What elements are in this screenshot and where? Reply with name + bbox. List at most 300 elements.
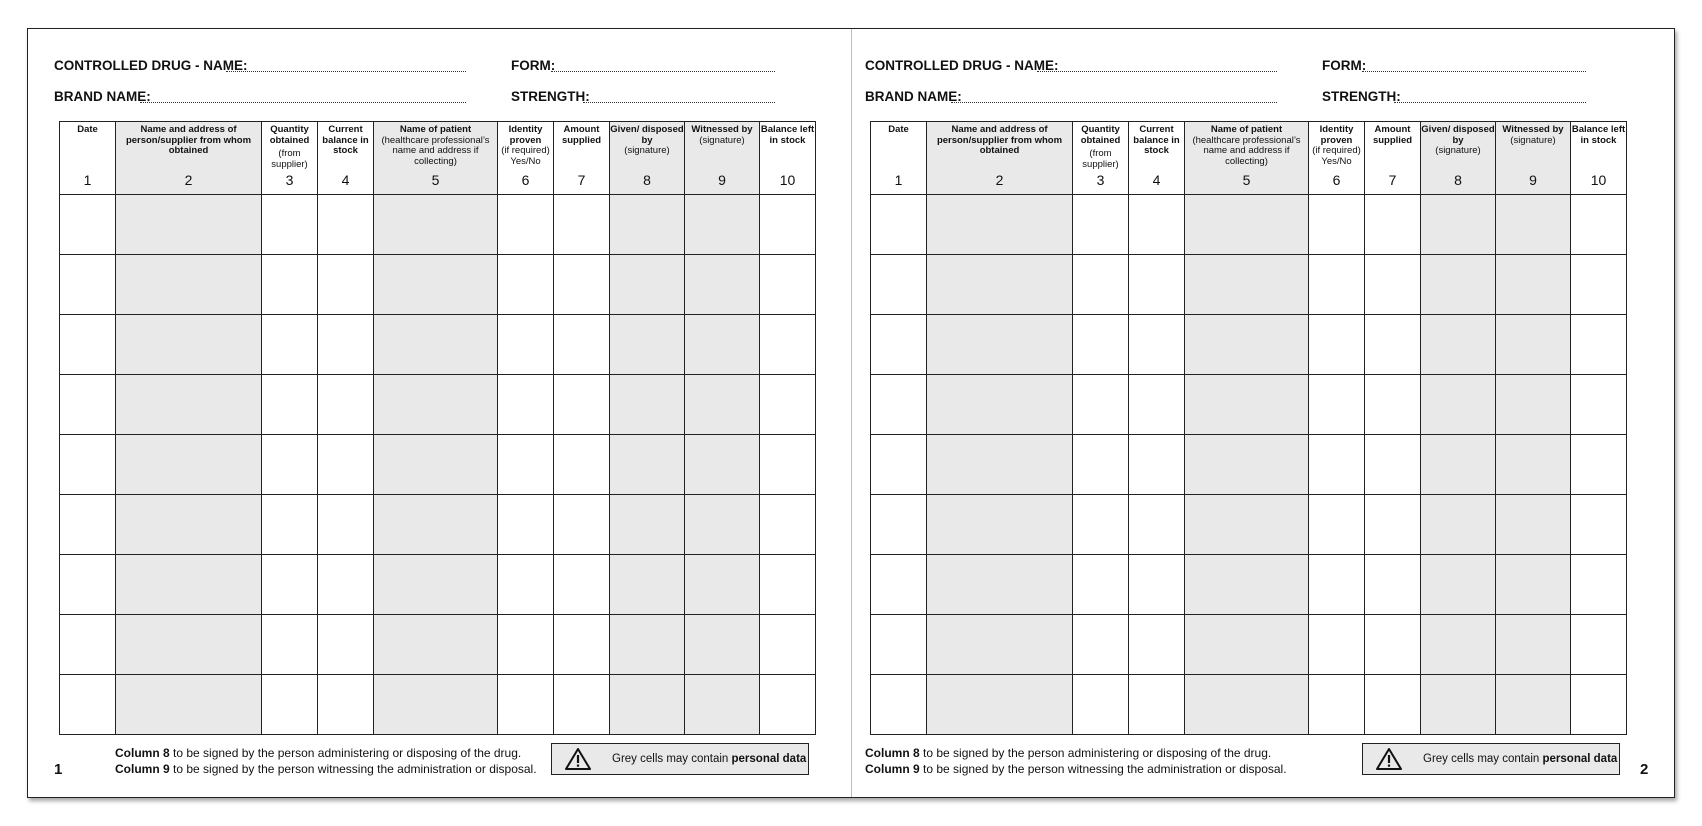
entry-cell[interactable] — [1185, 555, 1309, 615]
entry-cell[interactable] — [1309, 555, 1365, 615]
entry-cell[interactable] — [760, 315, 816, 375]
entry-cell[interactable] — [871, 675, 927, 735]
table-row — [60, 195, 816, 255]
col-header-quantity — [1073, 122, 1129, 195]
entry-cell[interactable] — [610, 495, 685, 555]
entry-cell[interactable] — [1309, 495, 1365, 555]
col-number: 2 — [184, 172, 193, 189]
entry-cell[interactable] — [1421, 315, 1496, 375]
entry-cell[interactable] — [318, 435, 374, 495]
entry-cell[interactable] — [927, 495, 1073, 555]
col-title: Identity proven — [1319, 124, 1354, 146]
entry-cell[interactable] — [60, 615, 116, 675]
note-col9-ref: Column 9 — [115, 762, 170, 776]
entry-cell[interactable] — [1365, 435, 1421, 495]
brand-name-label: BRAND NAME: — [865, 89, 962, 104]
entry-cell[interactable] — [60, 195, 116, 255]
entry-cell[interactable] — [262, 435, 318, 495]
brand-name-field[interactable] — [951, 102, 1277, 103]
entry-cell[interactable] — [1571, 435, 1627, 495]
entry-cell[interactable] — [554, 675, 610, 735]
drug-name-label: CONTROLLED DRUG - NAME: — [865, 58, 1059, 73]
entry-cell[interactable] — [610, 315, 685, 375]
entry-cell[interactable] — [1073, 675, 1129, 735]
entry-cell[interactable] — [374, 675, 498, 735]
col-number: 6 — [1332, 172, 1341, 189]
entry-cell[interactable] — [1073, 555, 1129, 615]
personal-data-warning — [1362, 743, 1620, 775]
register-table — [59, 121, 816, 735]
page-right — [852, 29, 1675, 797]
col-subtitle: (from supplier) — [1082, 148, 1119, 170]
entry-cell[interactable] — [1365, 675, 1421, 735]
col-header-witnessed-by — [685, 122, 760, 195]
entry-cell[interactable] — [1421, 555, 1496, 615]
drug-name-label: CONTROLLED DRUG - NAME: — [54, 58, 248, 73]
entry-cell[interactable] — [1129, 255, 1185, 315]
entry-cell[interactable] — [60, 675, 116, 735]
table-row — [60, 495, 816, 555]
entry-cell[interactable] — [685, 555, 760, 615]
note-col9-ref: Column 9 — [865, 762, 920, 776]
entry-cell[interactable] — [1496, 195, 1571, 255]
col-title: Witnessed by — [1502, 124, 1564, 135]
warning-icon — [564, 747, 592, 771]
register-table — [870, 121, 1627, 735]
table-row — [60, 675, 816, 735]
col-title: Witnessed by — [691, 124, 753, 135]
entry-cell[interactable] — [60, 255, 116, 315]
entry-cell[interactable] — [116, 195, 262, 255]
entry-cell[interactable] — [1073, 255, 1129, 315]
col-number: 8 — [1454, 172, 1462, 189]
entry-cell[interactable] — [262, 555, 318, 615]
entry-cell[interactable] — [871, 375, 927, 435]
entry-cell[interactable] — [1129, 435, 1185, 495]
entry-cell[interactable] — [1365, 615, 1421, 675]
entry-cell[interactable] — [1365, 555, 1421, 615]
warning-text-plain: Grey cells may contain — [1423, 753, 1543, 765]
register-book — [27, 28, 1675, 798]
strength-label: STRENGTH: — [511, 89, 590, 104]
entry-cell[interactable] — [116, 555, 262, 615]
entry-cell[interactable] — [1571, 555, 1627, 615]
entry-cell[interactable] — [60, 375, 116, 435]
entry-cell[interactable] — [318, 315, 374, 375]
warning-icon — [1375, 747, 1403, 771]
entry-cell[interactable] — [318, 375, 374, 435]
col-header-identity — [498, 122, 554, 195]
entry-cell[interactable] — [498, 615, 554, 675]
entry-cell[interactable] — [685, 195, 760, 255]
warning-text-bold: personal data — [1542, 753, 1618, 765]
col-title: Name and address of person/supplier from whom obtained — [125, 124, 252, 157]
entry-cell[interactable] — [374, 195, 498, 255]
col-number: 3 — [1096, 172, 1105, 189]
entry-cell[interactable] — [760, 375, 816, 435]
col-number: 10 — [1590, 172, 1607, 189]
entry-cell[interactable] — [554, 495, 610, 555]
entry-cell[interactable] — [318, 675, 374, 735]
form-field[interactable] — [551, 71, 775, 72]
col-title: Current balance in stock — [322, 124, 369, 157]
entry-cell[interactable] — [1496, 555, 1571, 615]
entry-cell[interactable] — [374, 375, 498, 435]
entry-cell[interactable] — [116, 675, 262, 735]
col-header-date — [60, 122, 116, 195]
entry-cell[interactable] — [1421, 495, 1496, 555]
header-row — [871, 122, 1627, 195]
col-header-balance-left — [760, 122, 816, 195]
entry-cell[interactable] — [927, 195, 1073, 255]
entry-cell[interactable] — [1073, 195, 1129, 255]
col-title: Quantity obtained — [269, 124, 310, 146]
col-title: Identity proven — [508, 124, 543, 146]
col-number: 7 — [577, 172, 586, 189]
entry-cell[interactable] — [498, 435, 554, 495]
entry-cell[interactable] — [1421, 615, 1496, 675]
signing-notes — [115, 745, 537, 777]
entry-cell[interactable] — [374, 555, 498, 615]
entry-cell[interactable] — [1309, 615, 1365, 675]
entry-cell[interactable] — [685, 615, 760, 675]
note-col8-ref: Column 8 — [115, 746, 170, 760]
col-title: Given/ disposed by — [1421, 124, 1495, 146]
table-row — [871, 495, 1627, 555]
entry-cell[interactable] — [60, 315, 116, 375]
col-header-date — [871, 122, 927, 195]
entry-cell[interactable] — [685, 255, 760, 315]
entry-cell[interactable] — [610, 615, 685, 675]
table-row — [60, 255, 816, 315]
entry-cell[interactable] — [1309, 255, 1365, 315]
entry-cell[interactable] — [554, 435, 610, 495]
entry-cell[interactable] — [1129, 555, 1185, 615]
entry-cell[interactable] — [318, 255, 374, 315]
col-number: 4 — [341, 172, 350, 189]
entry-cell[interactable] — [262, 615, 318, 675]
col-number: 1 — [894, 172, 903, 189]
entry-cell[interactable] — [1129, 495, 1185, 555]
entry-cell[interactable] — [374, 315, 498, 375]
entry-cell[interactable] — [1496, 675, 1571, 735]
entry-cell[interactable] — [760, 195, 816, 255]
entry-cell[interactable] — [685, 315, 760, 375]
entry-cell[interactable] — [927, 435, 1073, 495]
entry-cell[interactable] — [1496, 435, 1571, 495]
note-column-9 — [115, 761, 537, 777]
entry-cell[interactable] — [554, 615, 610, 675]
note-col8-text: to be signed by the person administering or disposing of the drug. — [919, 746, 1272, 760]
entry-cell[interactable] — [498, 495, 554, 555]
col-title: Balance left in stock — [760, 124, 815, 146]
col-number: 7 — [1388, 172, 1397, 189]
col-number: 9 — [1529, 172, 1537, 189]
entry-cell[interactable] — [262, 375, 318, 435]
entry-cell[interactable] — [927, 555, 1073, 615]
entry-cell[interactable] — [610, 675, 685, 735]
entry-cell[interactable] — [116, 315, 262, 375]
entry-cell[interactable] — [1073, 435, 1129, 495]
col-number: 5 — [431, 172, 440, 189]
note-col9-text: to be signed by the person witnessing the administration or disposal. — [169, 762, 537, 776]
entry-cell[interactable] — [1365, 375, 1421, 435]
entry-cell[interactable] — [1309, 375, 1365, 435]
entry-cell[interactable] — [1185, 195, 1309, 255]
col-header-supplier — [927, 122, 1073, 195]
form-label: FORM: — [511, 58, 556, 73]
entry-cell[interactable] — [1365, 255, 1421, 315]
entry-cell[interactable] — [760, 435, 816, 495]
table-row — [871, 315, 1627, 375]
entry-cell[interactable] — [1571, 375, 1627, 435]
entry-cell[interactable] — [498, 195, 554, 255]
entry-cell[interactable] — [610, 435, 685, 495]
entry-cell[interactable] — [498, 555, 554, 615]
col-subtitle: (signature) — [699, 134, 745, 146]
entry-cell[interactable] — [498, 255, 554, 315]
entry-cell[interactable] — [374, 435, 498, 495]
header-row — [60, 122, 816, 195]
entry-cell[interactable] — [871, 255, 927, 315]
col-header-patient — [374, 122, 498, 195]
entry-cell[interactable] — [1365, 495, 1421, 555]
entry-cell[interactable] — [262, 255, 318, 315]
col-title: Current balance in stock — [1133, 124, 1180, 157]
entry-cell[interactable] — [262, 495, 318, 555]
entry-cell[interactable] — [610, 555, 685, 615]
entry-cell[interactable] — [1129, 315, 1185, 375]
entry-cell[interactable] — [610, 195, 685, 255]
col-header-witnessed-by — [1496, 122, 1571, 195]
entry-cell[interactable] — [1185, 495, 1309, 555]
form-field[interactable] — [1362, 71, 1586, 72]
entry-cell[interactable] — [871, 495, 927, 555]
col-subtitle: (if required) Yes/No — [1312, 145, 1361, 167]
entry-cell[interactable] — [1421, 195, 1496, 255]
col-header-balance-left — [1571, 122, 1627, 195]
col-title: Name of patient — [399, 124, 472, 135]
col-title: Quantity obtained — [1080, 124, 1121, 146]
warning-text — [612, 753, 806, 765]
entry-cell[interactable] — [1365, 315, 1421, 375]
entry-cell[interactable] — [685, 435, 760, 495]
table-row — [871, 615, 1627, 675]
entry-cell[interactable] — [554, 315, 610, 375]
entry-cell[interactable] — [1129, 195, 1185, 255]
entry-cell[interactable] — [554, 555, 610, 615]
entry-cell[interactable] — [760, 255, 816, 315]
entry-cell[interactable] — [1571, 495, 1627, 555]
entry-cell[interactable] — [1421, 255, 1496, 315]
entry-cell[interactable] — [554, 255, 610, 315]
entry-cell[interactable] — [116, 495, 262, 555]
entry-cell[interactable] — [554, 195, 610, 255]
col-header-identity — [1309, 122, 1365, 195]
entry-cell[interactable] — [554, 375, 610, 435]
page-left — [28, 29, 851, 797]
entry-cell[interactable] — [262, 315, 318, 375]
entry-cell[interactable] — [871, 435, 927, 495]
entry-cell[interactable] — [610, 255, 685, 315]
col-subtitle: (healthcare professional’s name and address if collecting) — [1192, 134, 1301, 167]
entry-cell[interactable] — [374, 615, 498, 675]
entry-cell[interactable] — [60, 435, 116, 495]
entry-cell[interactable] — [1421, 435, 1496, 495]
note-column-8 — [115, 745, 537, 761]
col-number: 2 — [995, 172, 1004, 189]
col-title: Amount supplied — [561, 124, 602, 146]
col-title: Name of patient — [1210, 124, 1283, 135]
entry-cell[interactable] — [318, 615, 374, 675]
brand-name-field[interactable] — [140, 102, 466, 103]
entry-cell[interactable] — [116, 435, 262, 495]
entry-cell[interactable] — [927, 255, 1073, 315]
form-label: FORM: — [1322, 58, 1367, 73]
entry-cell[interactable] — [1309, 195, 1365, 255]
entry-cell[interactable] — [1496, 315, 1571, 375]
table-row — [871, 555, 1627, 615]
drug-name-field[interactable] — [1037, 71, 1277, 72]
entry-cell[interactable] — [1185, 435, 1309, 495]
table-row — [871, 375, 1627, 435]
entry-cell[interactable] — [60, 555, 116, 615]
page-number: 2 — [1640, 761, 1649, 778]
entry-cell[interactable] — [1185, 615, 1309, 675]
entry-cell[interactable] — [1309, 675, 1365, 735]
entry-cell[interactable] — [318, 195, 374, 255]
entry-cell[interactable] — [116, 615, 262, 675]
col-header-patient — [1185, 122, 1309, 195]
col-subtitle: (healthcare professional’s name and address if collecting) — [381, 134, 490, 167]
entry-cell[interactable] — [871, 615, 927, 675]
entry-cell[interactable] — [1309, 315, 1365, 375]
col-title: Date — [77, 124, 98, 135]
table-row — [871, 195, 1627, 255]
note-column-9 — [865, 761, 1287, 777]
entry-cell[interactable] — [1571, 315, 1627, 375]
col-title: Given/ disposed by — [610, 124, 684, 146]
col-header-current-balance — [1129, 122, 1185, 195]
col-number: 6 — [521, 172, 530, 189]
entry-cell[interactable] — [1309, 435, 1365, 495]
entry-cell[interactable] — [262, 675, 318, 735]
entry-cell[interactable] — [871, 555, 927, 615]
entry-cell[interactable] — [1421, 675, 1496, 735]
entry-cell[interactable] — [318, 555, 374, 615]
entry-cell[interactable] — [1073, 615, 1129, 675]
strength-field[interactable] — [583, 102, 775, 103]
entry-cell[interactable] — [262, 195, 318, 255]
entry-cell[interactable] — [610, 375, 685, 435]
col-number: 1 — [83, 172, 92, 189]
entry-cell[interactable] — [1571, 195, 1627, 255]
entry-cell[interactable] — [498, 315, 554, 375]
col-subtitle: (from supplier) — [271, 148, 308, 170]
entry-cell[interactable] — [760, 615, 816, 675]
entry-cell[interactable] — [60, 495, 116, 555]
entry-cell[interactable] — [1073, 375, 1129, 435]
entry-cell[interactable] — [760, 555, 816, 615]
entry-cell[interactable] — [1129, 675, 1185, 735]
entry-cell[interactable] — [685, 495, 760, 555]
col-header-supplier — [116, 122, 262, 195]
entry-cell[interactable] — [871, 315, 927, 375]
entry-cell[interactable] — [927, 615, 1073, 675]
entry-cell[interactable] — [871, 195, 927, 255]
entry-cell[interactable] — [1185, 255, 1309, 315]
entry-cell[interactable] — [760, 675, 816, 735]
personal-data-warning — [551, 743, 809, 775]
entry-cell[interactable] — [760, 495, 816, 555]
entry-cell[interactable] — [927, 675, 1073, 735]
table-row — [871, 255, 1627, 315]
col-title: Amount supplied — [1372, 124, 1413, 146]
entry-cell[interactable] — [498, 375, 554, 435]
col-number: 5 — [1242, 172, 1251, 189]
entry-cell[interactable] — [685, 675, 760, 735]
col-header-given-by — [1421, 122, 1496, 195]
entry-cell[interactable] — [1129, 375, 1185, 435]
entry-cell[interactable] — [927, 315, 1073, 375]
entry-cell[interactable] — [1365, 195, 1421, 255]
entry-cell[interactable] — [1496, 615, 1571, 675]
entry-cell[interactable] — [1129, 615, 1185, 675]
entry-cell[interactable] — [1185, 375, 1309, 435]
col-title: Balance left in stock — [1571, 124, 1626, 146]
table-row — [871, 675, 1627, 735]
note-column-8 — [865, 745, 1287, 761]
entry-cell[interactable] — [374, 255, 498, 315]
page-number: 1 — [54, 761, 63, 778]
entry-cell[interactable] — [1571, 615, 1627, 675]
entry-cell[interactable] — [1571, 675, 1627, 735]
col-header-amount — [1365, 122, 1421, 195]
warning-text — [1423, 753, 1617, 765]
strength-field[interactable] — [1394, 102, 1586, 103]
table-row — [60, 615, 816, 675]
note-col8-text: to be signed by the person administering or disposing of the drug. — [169, 746, 522, 760]
entry-cell[interactable] — [318, 495, 374, 555]
col-number: 10 — [779, 172, 796, 189]
signing-notes — [865, 745, 1287, 777]
entry-cell[interactable] — [116, 255, 262, 315]
col-title: Name and address of person/supplier from whom obtained — [936, 124, 1063, 157]
entry-cell[interactable] — [1496, 495, 1571, 555]
entry-cell[interactable] — [927, 375, 1073, 435]
col-subtitle: (signature) — [1435, 145, 1481, 157]
entry-cell[interactable] — [116, 375, 262, 435]
entry-cell[interactable] — [1185, 315, 1309, 375]
entry-cell[interactable] — [685, 375, 760, 435]
entry-cell[interactable] — [1496, 375, 1571, 435]
entry-cell[interactable] — [374, 495, 498, 555]
entry-cell[interactable] — [1073, 315, 1129, 375]
warning-text-bold: personal data — [731, 753, 807, 765]
entry-cell[interactable] — [498, 675, 554, 735]
entry-cell[interactable] — [1421, 375, 1496, 435]
entry-cell[interactable] — [1073, 495, 1129, 555]
drug-name-field[interactable] — [226, 71, 466, 72]
table-body — [60, 195, 816, 735]
table-row — [60, 555, 816, 615]
col-number: 4 — [1152, 172, 1161, 189]
entry-cell[interactable] — [1185, 675, 1309, 735]
strength-label: STRENGTH: — [1322, 89, 1401, 104]
entry-cell[interactable] — [1571, 255, 1627, 315]
entry-cell[interactable] — [1496, 255, 1571, 315]
table-row — [60, 315, 816, 375]
